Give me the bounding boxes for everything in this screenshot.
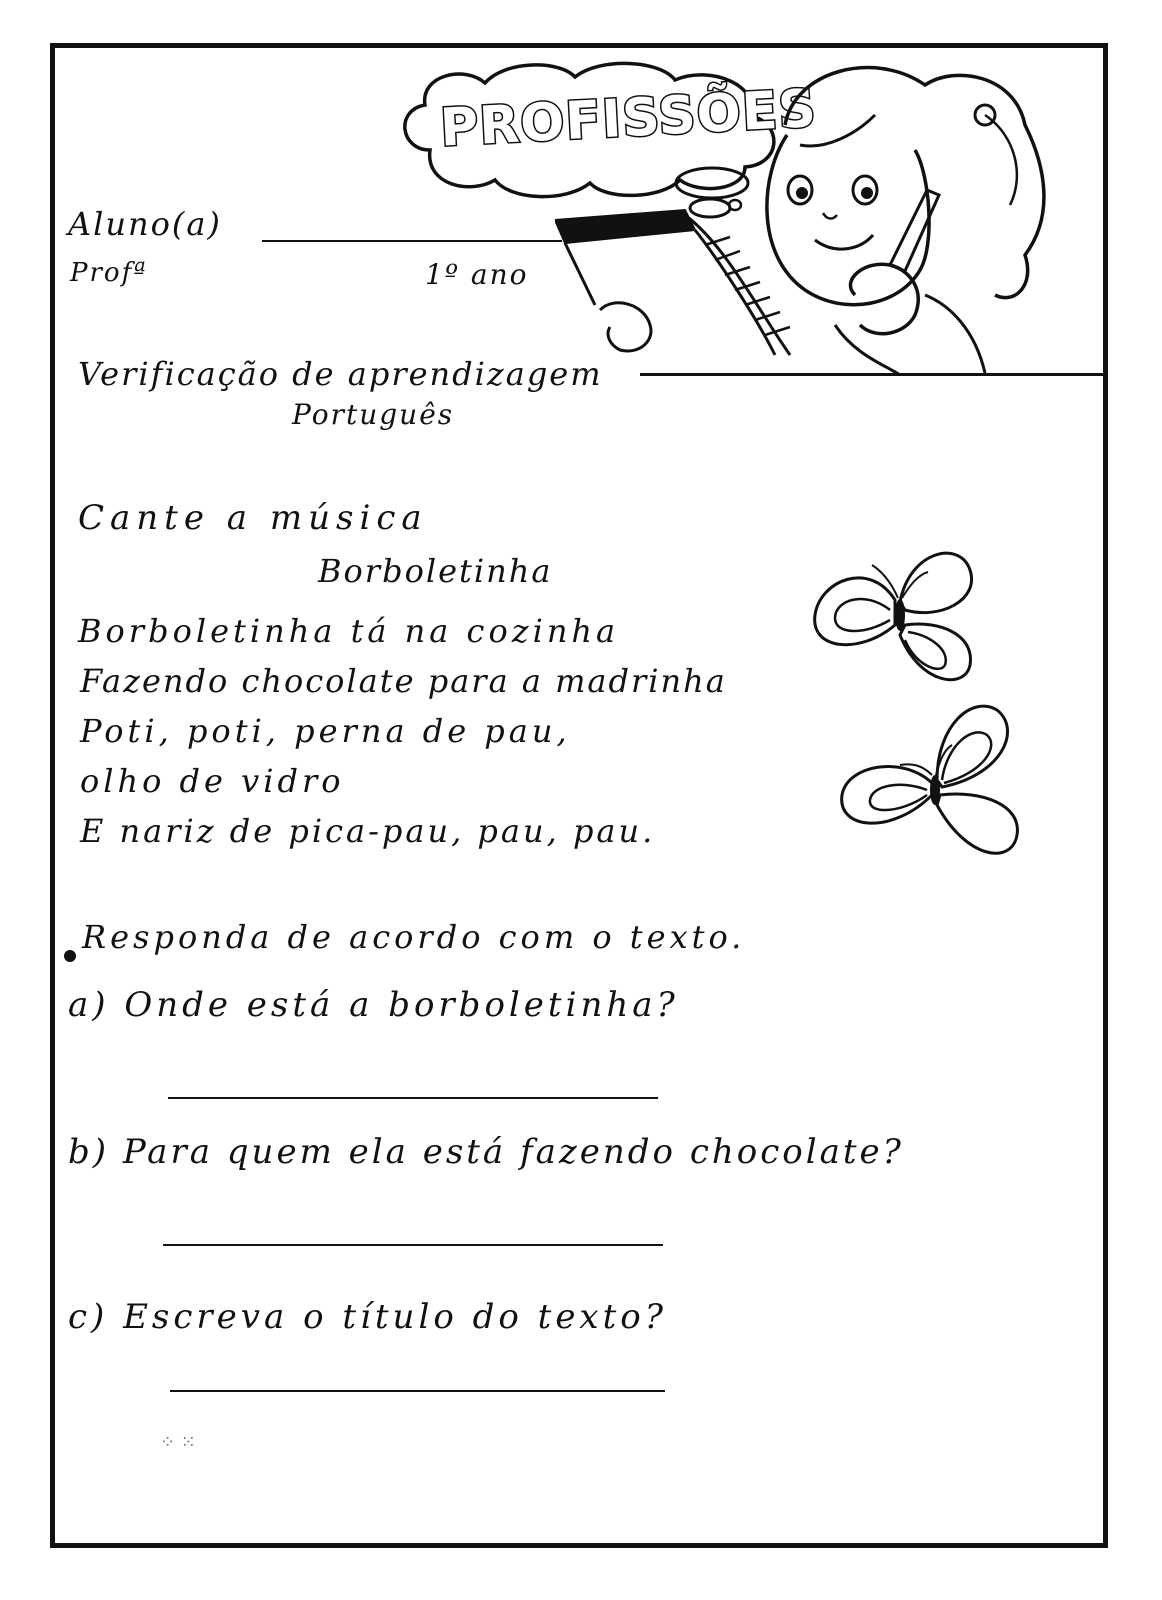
song-line: Poti, poti, perna de pau, xyxy=(80,712,571,750)
student-label: Aluno(a) xyxy=(68,205,222,243)
questions-instruction: Responda de acordo com o texto. xyxy=(82,918,746,956)
answer-line-b[interactable] xyxy=(163,1244,663,1246)
question-b: b) Para quem ela está fazendo chocolate? xyxy=(68,1132,904,1172)
answer-line-c[interactable] xyxy=(170,1390,665,1392)
grade-label: 1º ano xyxy=(425,258,529,291)
question-a: a) Onde está a borboletinha? xyxy=(68,985,679,1025)
scan-speck: ⁘ ⁙ xyxy=(160,1432,196,1453)
answer-line-a[interactable] xyxy=(168,1097,658,1099)
bullet-point xyxy=(64,950,76,962)
song-line: E nariz de pica-pau, pau, pau. xyxy=(80,812,656,850)
teacher-label: Profª xyxy=(70,258,148,288)
butterfly-icon xyxy=(800,540,1000,700)
girl-holding-book-illustration xyxy=(555,55,1075,375)
page-title: PROFISSÕES xyxy=(438,78,819,159)
song-line: olho de vidro xyxy=(80,762,345,800)
song-line: Borboletinha tá na cozinha xyxy=(78,612,620,650)
song-title: Borboletinha xyxy=(318,552,553,590)
assessment-subject: Português xyxy=(292,398,455,431)
header-divider xyxy=(640,373,1105,376)
question-c: c) Escreva o título do texto? xyxy=(68,1297,667,1337)
student-name-field[interactable] xyxy=(262,240,562,242)
assessment-title: Verificação de aprendizagem xyxy=(78,355,603,393)
song-line: Fazendo chocolate para a madrinha xyxy=(80,662,727,700)
song-instruction: Cante a música xyxy=(78,498,428,538)
butterfly-icon xyxy=(832,695,1032,870)
